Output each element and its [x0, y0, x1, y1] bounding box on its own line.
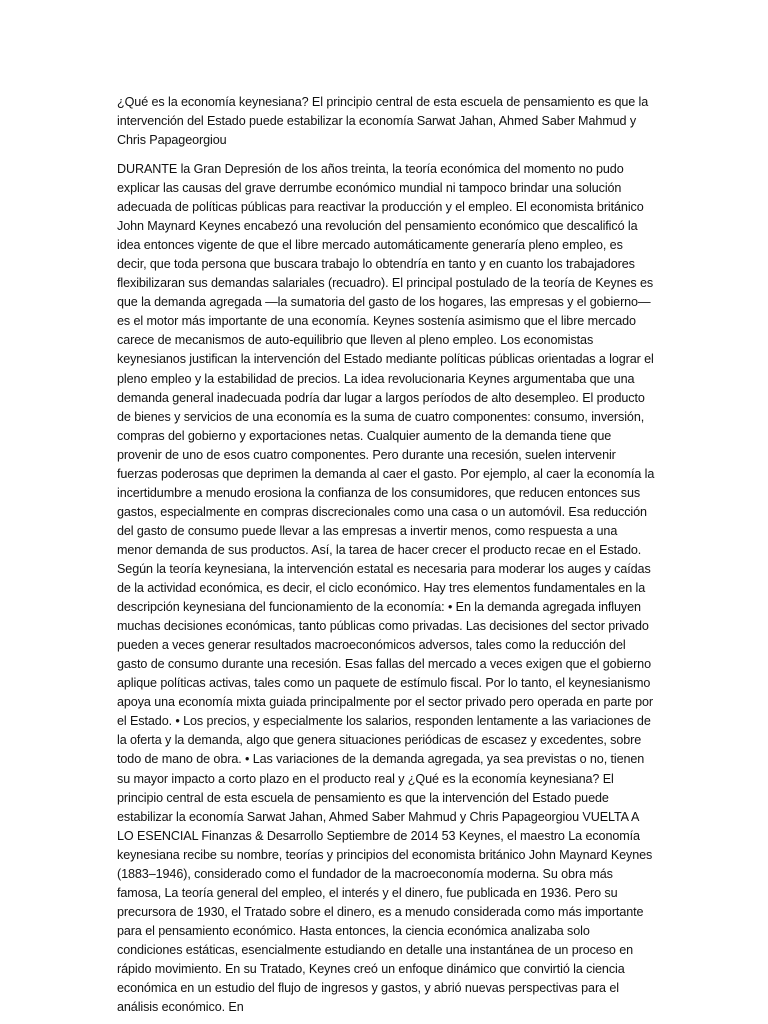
- document-heading: ¿Qué es la economía keynesiana? El principio central de esta escuela de pensamiento es que la intervención del Estado puede estabilizar la economía Sarwat Jahan, Ahmed Saber Mahmud y Chris Papageorgiou: [117, 95, 649, 148]
- document-body-paragraph: DURANTE la Gran Depresión de los años treinta, la teoría económica del momento no pudo explicar las causas del grave derrumbe económico mundial ni tampoco brindar una solución adecuada de políticas públicas para reactivar la producción y el empleo. El economista británico John Maynard Keynes encabezó una revolución del pensamiento económico que descalificó la idea entonces vigente de que el libre mercado automáticamente generaría pleno empleo, es decir, que toda persona que buscara trabajo lo obtendría en tanto y en cuanto los trabajadores flexibilizaran sus demandas salariales (recuadro). El principal postulado de la teoría de Keynes es que la demanda agregada —la sumatoria del gasto de los hogares, las empresas y el gobierno— es el motor más importante de una economía. Keynes sostenía asimismo que el libre mercado carece de mecanismos de auto-equilibrio que lleven al pleno empleo. Los economistas keynesianos justifican la intervención del Estado mediante políticas públicas orientadas a lograr el pleno empleo y la estabilidad de precios. La idea revolucionaria Keynes argumentaba que una demanda general inadecuada podría dar lugar a largos períodos de alto desempleo. El producto de bienes y servicios de una economía es la suma de cuatro componentes: consumo, inversión, compras del gobierno y exportaciones netas. Cualquier aumento de la demanda tiene que provenir de uno de esos cuatro componentes. Pero durante una recesión, suelen intervenir fuerzas poderosas que deprimen la demanda al caer el gasto. Por ejemplo, al caer la economía la incertidumbre a menudo erosiona la confianza de los consumidores, que reducen entonces sus gastos, especialmente en compras discrecionales como una casa o un automóvil. Esa reducción del gasto de consumo puede llevar a las empresas a invertir menos, como respuesta a una menor demanda de sus productos. Así, la tarea de hacer crecer el producto recae en el Estado. Según la teoría keynesiana, la intervención estatal es necesaria para moderar los auges y caídas de la actividad económica, es decir, el ciclo económico. Hay tres elementos fundamentales en la descripción keynesiana del funcionamiento de la economía: • En la demanda agregada influyen muchas decisiones económicas, tanto públicas como privadas. Las decisiones del sector privado pueden a veces generar resultados macroeconómicos adversos, tales como la reducción del gasto de consumo durante una recesión. Esas fallas del mercado a veces exigen que el gobierno aplique políticas activas, tales como un paquete de estímulo fiscal. Por lo tanto, el keynesianismo apoya una economía mixta guiada principalmente por el sector privado pero operada en parte por el Estado. • Los precios, y especialmente los salarios, responden lentamente a las variaciones de la oferta y la demanda, algo que genera situaciones periódicas de escasez y excedentes, sobre todo de mano de obra. • Las variaciones de la demanda agregada, ya sea previstas o no, tienen su mayor impacto a corto plazo en el producto real y ¿Qué es la economía keynesiana? El principio central de esta escuela de pensamiento es que la intervención del Estado puede estabilizar la economía Sarwat Jahan, Ahmed Saber Mahmud y Chris Papageorgiou VUELTA A LO ESENCIAL Finanzas & Desarrollo Septiembre de 2014 53 Keynes, el maestro La economía keynesiana recibe su nombre, teorías y principios del economista británico John Maynard Keynes (1883–1946), considerado como el fundador de la macroeconomía moderna. Su obra más famosa, La teoría general del empleo, el interés y el dinero, fue publicada en 1936. Pero su precursora de 1930, el Tratado sobre el dinero, es a menudo considerada como más importante para el pensamiento económico. Hasta entonces, la ciencia económica analizaba solo condiciones estáticas, esencialmente estudiando en detalle una instantánea de un proceso en rápido movimiento. En su Tratado, Keynes creó un enfoque dinámico que convirtió la ciencia económica en un estudio del flujo de ingresos y gastos, y abrió nuevas perspectivas para el análisis económico. En: [117, 162, 655, 1015]
